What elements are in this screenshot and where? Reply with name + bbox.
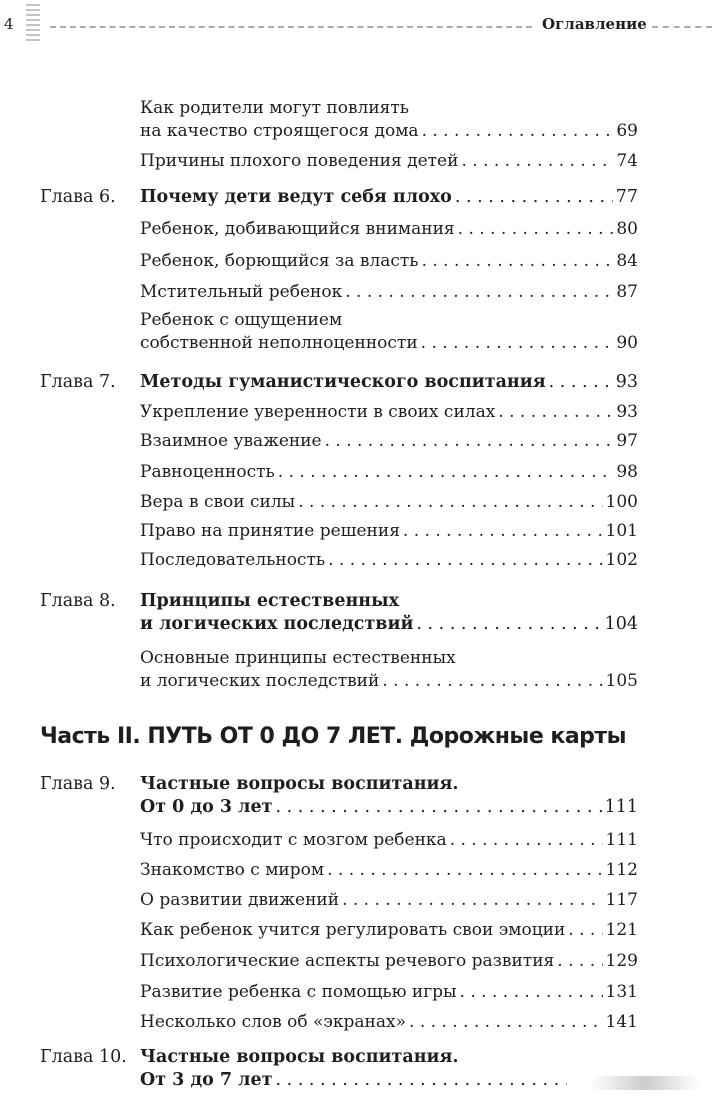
header-dashed-rule <box>50 26 532 28</box>
leader-dots <box>342 889 602 912</box>
toc-entry[interactable] <box>140 520 638 543</box>
page-ref: 111 <box>605 830 638 850</box>
leader-dots <box>549 371 613 394</box>
chapter-entry[interactable]: Глава 9. Частные вопросы воспитания. От 0 до 3 лет . . . 111 <box>140 773 638 819</box>
page-ref: 80 <box>616 219 638 239</box>
leader-dots <box>382 670 602 693</box>
chapter-label: Глава 8. <box>40 591 116 611</box>
chapter-entry[interactable]: Глава 10. Частные вопросы воспитания. От 3 до 7 лет . . . <box>140 1046 570 1092</box>
chapter-label: Глава 9. <box>40 774 116 794</box>
page-ref: 100 <box>605 492 638 512</box>
running-title: Оглавление <box>542 15 647 33</box>
leader-dots <box>298 491 602 514</box>
toc-entry[interactable] <box>140 150 638 173</box>
chapter-entry[interactable] <box>40 186 638 209</box>
page-ref: 105 <box>605 671 638 691</box>
toc-entry-text: Право на принятие решения <box>140 521 400 541</box>
page-ref: 93 <box>615 372 638 392</box>
leader-dots <box>422 250 614 273</box>
watermark-smudge <box>590 1076 700 1090</box>
toc-entry-text: и логических последствий <box>140 671 380 691</box>
toc-entry[interactable]: Ребенок с ощущением собственной неполноценности . . . 90 <box>140 309 638 355</box>
toc-entry[interactable]: Основные принципы естественных и логических последствий . . . 105 <box>140 647 638 693</box>
leader-dots <box>450 829 603 852</box>
toc-entry-text: Вера в свои силы <box>140 492 296 512</box>
page-ref: 77 <box>615 187 638 207</box>
page-ref: 87 <box>616 282 638 302</box>
toc-entry-text: Знакомство с миром <box>140 860 325 880</box>
leader-dots <box>568 919 602 942</box>
toc-entry[interactable] <box>140 401 638 424</box>
toc-entry-text: Развитие ребенка с помощью игры <box>140 982 457 1002</box>
page-ref: 74 <box>616 151 638 171</box>
leader-dots <box>422 120 614 143</box>
leader-dots <box>328 549 602 572</box>
page-ref: 97 <box>616 431 638 451</box>
page-ref: 101 <box>605 521 638 541</box>
leader-dots <box>403 520 603 543</box>
chapter-title: Почему дети ведут себя плохо <box>140 187 452 207</box>
leader-dots <box>460 981 603 1004</box>
part-title[interactable]: Часть II. ПУТЬ ОТ 0 ДО 7 ЛЕТ. Дорожные карты <box>40 724 627 749</box>
toc-entry[interactable] <box>140 250 638 273</box>
toc-entry-text: Последовательность <box>140 550 326 570</box>
leader-dots <box>278 461 614 484</box>
toc-entry[interactable] <box>140 1011 638 1034</box>
page-number: 4 <box>4 15 14 33</box>
leader-dots <box>345 281 613 304</box>
toc-entry[interactable] <box>140 491 638 514</box>
leader-dots <box>275 796 601 819</box>
page-ref: 131 <box>605 982 638 1002</box>
toc-entry[interactable] <box>140 919 638 942</box>
leader-dots <box>455 186 613 209</box>
toc-entry[interactable] <box>140 981 638 1004</box>
toc-entry[interactable]: Как родители могут повлиять на качество строящегося дома . . . 69 <box>140 97 638 143</box>
page-ref: 90 <box>616 333 638 353</box>
chapter-entry[interactable]: Глава 8. Принципы естественных и логических последствий . . . 104 <box>140 590 638 636</box>
page-ref: 111 <box>604 797 638 817</box>
toc-entry[interactable] <box>140 461 638 484</box>
leader-dots <box>458 218 614 241</box>
chapter-label: Глава 6. <box>40 187 116 207</box>
page-ref: 117 <box>605 890 638 910</box>
toc-entry-text: Ребенок, добивающийся внимания <box>140 219 455 239</box>
leader-dots <box>275 1069 567 1092</box>
chapter-label: Глава 10. <box>40 1047 127 1067</box>
hatch-decoration <box>26 4 40 42</box>
toc-entry-text: О развитии движений <box>140 890 340 910</box>
toc-entry-text: собственной неполноценности <box>140 333 418 353</box>
page-ref: 102 <box>605 550 638 570</box>
toc-entry-text: Мстительный ребенок <box>140 282 343 302</box>
chapter-entry[interactable] <box>40 371 638 394</box>
toc-entry[interactable] <box>140 950 638 973</box>
toc-entry[interactable] <box>140 218 638 241</box>
toc-entry-text: Что происходит с мозгом ребенка <box>140 830 447 850</box>
toc-entry[interactable] <box>140 859 638 882</box>
chapter-title: От 3 до 7 лет <box>140 1070 273 1090</box>
toc-entry-text: Причины плохого поведения детей <box>140 151 459 171</box>
page-ref: 129 <box>605 951 638 971</box>
page-ref: 98 <box>616 462 638 482</box>
toc-entry-text: на качество строящегося дома <box>140 121 419 141</box>
leader-dots <box>461 150 613 173</box>
page-ref: 112 <box>605 860 638 880</box>
leader-dots <box>325 430 614 453</box>
leader-dots <box>327 859 602 882</box>
toc-entry[interactable] <box>140 829 638 852</box>
chapter-title: и логических последствий <box>140 614 414 634</box>
toc-entry-text: Психологические аспекты речевого развития <box>140 951 555 971</box>
toc-entry[interactable] <box>140 281 638 304</box>
chapter-title: Методы гуманистического воспитания <box>140 372 546 392</box>
toc-entry-text: Как ребенок учится регулировать свои эмоции <box>140 920 566 940</box>
page-ref: 121 <box>605 920 638 940</box>
page-header <box>0 0 716 54</box>
chapter-label: Глава 7. <box>40 372 116 392</box>
page-ref: 69 <box>616 121 638 141</box>
toc-entry-text: Укрепление уверенности в своих силах <box>140 402 496 422</box>
toc-entry-text: Несколько слов об «экранах» <box>140 1012 407 1032</box>
toc-entry[interactable] <box>140 549 638 572</box>
page-ref: 104 <box>604 614 638 634</box>
toc-entry-text: Ребенок, борющийся за власть <box>140 251 419 271</box>
page-ref: 84 <box>616 251 638 271</box>
toc-entry-text: Взаимное уважение <box>140 431 322 451</box>
leader-dots <box>416 613 601 636</box>
leader-dots <box>557 950 602 973</box>
leader-dots <box>498 401 613 424</box>
toc-entry[interactable] <box>140 430 638 453</box>
toc-entry[interactable] <box>140 889 638 912</box>
leader-dots <box>421 332 614 355</box>
toc-entry-text: Равноценность <box>140 462 275 482</box>
header-dashed-rule-right <box>652 26 712 28</box>
chapter-title: От 0 до 3 лет <box>140 797 273 817</box>
page-ref: 93 <box>616 402 638 422</box>
leader-dots <box>409 1011 603 1034</box>
page-ref: 141 <box>605 1012 638 1032</box>
